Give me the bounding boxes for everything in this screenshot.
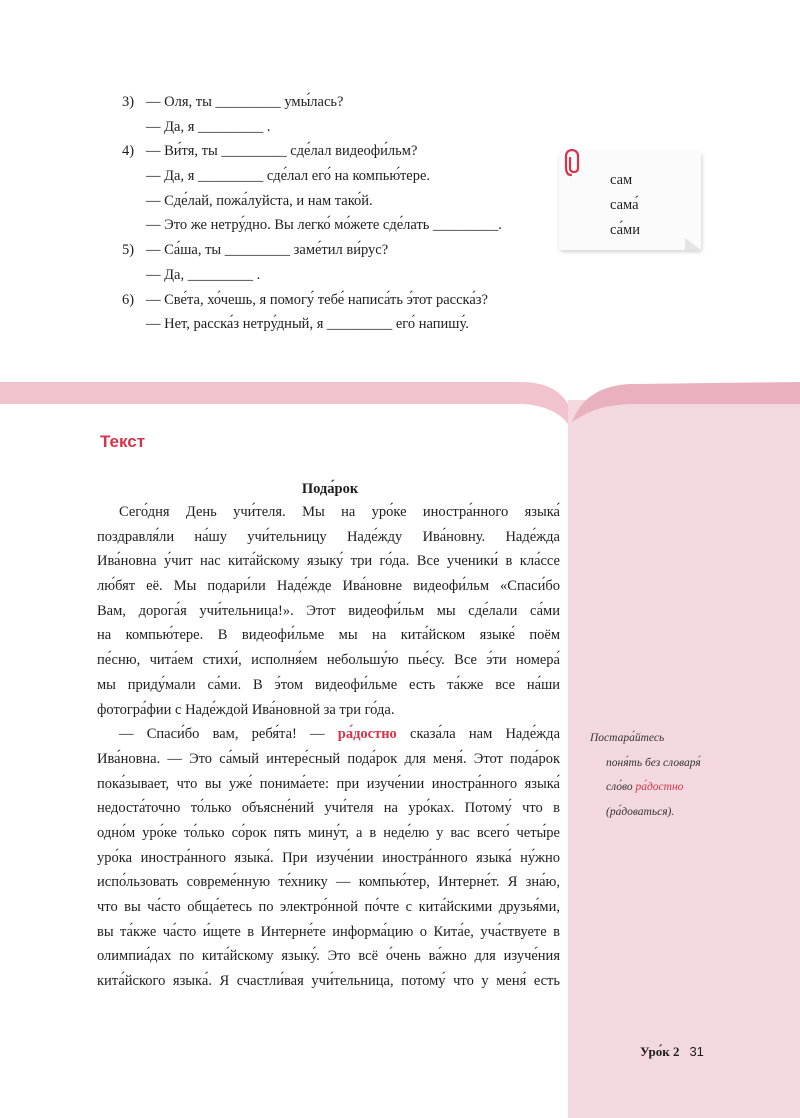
margin-note-text: сло́во (606, 781, 636, 793)
story-line (97, 870, 560, 895)
story-text-segment: — Спаси́бо вам, ребя́та! — (119, 726, 338, 743)
exercise-line (122, 164, 562, 189)
margin-note-line: поня́ть без словаря́ (606, 756, 701, 769)
note-word: сама́ (610, 197, 639, 213)
story-line (97, 846, 560, 871)
exercise-line (122, 213, 562, 238)
margin-note-line: (ра́доваться). (606, 805, 675, 818)
margin-note-line: Постара́йтесь (590, 732, 665, 744)
story-text-segment: Ива́новна. — Это са́мый интере́сный пода́рок для меня́. Этот пода́рок (97, 750, 560, 767)
story-text-segment: пока́зывает, что вы уже́ понима́ете: при изуче́нии иностра́нного языка́ (97, 775, 560, 792)
exercise-text: — Са́ша, ты _________ заме́тил ви́рус? (146, 242, 389, 259)
story-text-segment: Сего́дня День учи́теля. Мы на уро́ке иностра́нного языка́ (119, 504, 560, 520)
exercise-line (122, 90, 562, 115)
page-footer (640, 1044, 704, 1060)
exercise-text: — Оля, ты _________ умы́лась? (146, 94, 344, 110)
story-text-segment: испо́льзовать совреме́нную те́хнику — компью́тер, Интерне́т. Я зна́ю, (97, 874, 560, 891)
story-text-segment: Вам, дорога́я учи́тельница!». Этот видеофи́льм мы сде́лали са́ми (97, 602, 560, 619)
story-text-segment: вы та́кже ча́сто и́щете в Интерне́те информа́цию о Кита́е, уча́ствуете в (97, 923, 560, 940)
story-line (97, 648, 560, 673)
highlighted-word: ра́достно (337, 726, 397, 743)
story-line (97, 599, 560, 624)
story-line (97, 549, 560, 574)
story-text-segment: что вы ча́сто обща́етесь по электро́нной по́чте с кита́йскими друзья́ми, (97, 899, 560, 915)
story-line (97, 673, 560, 698)
story-text-segment: фотогра́фии с Наде́ждой Ива́новной за три го́да. (97, 701, 395, 718)
exercise-number: 4) (122, 143, 135, 160)
note-word: са́ми (610, 222, 640, 238)
exercise-line (122, 288, 562, 313)
exercise-text: — Све́та, хо́чешь, я помогу́ тебе́ написа́ть э́тот расска́з? (146, 291, 488, 308)
story-line (97, 525, 560, 550)
page-number: 31 (689, 1044, 704, 1059)
story-line (97, 821, 560, 846)
page-fold (685, 238, 701, 250)
margin-note (590, 726, 780, 824)
story-line (97, 796, 560, 821)
story-line (97, 772, 560, 797)
story-line (97, 722, 560, 747)
story-text-segment: одно́м уро́ке то́лько со́рок пять мину́т, а в неде́лю у вас всего́ четы́ре (97, 824, 560, 841)
exercise-number: 6) (122, 291, 135, 308)
exercise-line (122, 139, 562, 164)
exercise-line (122, 312, 562, 337)
story-text-segment: лю́бят её. Мы подари́ли Наде́жде Ива́новне видеофи́льм «Спаси́бо (97, 578, 560, 595)
note-word: сам (610, 172, 633, 188)
exercise-text: — Да, я _________ . (146, 118, 271, 135)
story-line (97, 747, 560, 772)
story-text-segment: недоста́точно то́лько объясне́ний учи́теля на уро́ках. Потому́ что в (97, 800, 560, 817)
story-line (97, 969, 560, 994)
story-text-segment: на компью́тере. В видеофи́льме мы на кита́йском языке́ поём (97, 627, 560, 644)
margin-note-keyword: ра́достно (635, 781, 684, 793)
story-line (97, 623, 560, 648)
exercise-block (122, 90, 562, 337)
exercise-text: — Да, _________ . (146, 266, 261, 283)
exercise-number: 5) (122, 242, 135, 259)
story-text-segment: уро́ка иностра́нного языка́. При изуче́нии иностра́нного языка́ ну́жно (97, 849, 560, 866)
lesson-label: Уро́к 2 (640, 1044, 680, 1059)
story-text-segment: олимпиа́дах по кита́йскому языку́. Это всё о́чень ва́жно для изуче́ния (97, 948, 560, 965)
story-text-segment: пе́сню, чита́ем стихи́, исполня́ем небольшу́ю пье́су. Все э́ти номера́ (97, 652, 560, 669)
story-line (97, 574, 560, 599)
note-words (610, 168, 640, 243)
exercise-text: — Сде́лай, пожа́луйста, и нам тако́й. (146, 192, 373, 209)
story-text-segment: Ива́новна у́чит нас кита́йскому языку́ три го́да. Все ученики́ в кла́ссе (97, 553, 560, 570)
exercise-line (122, 263, 562, 288)
decorative-band (0, 382, 800, 424)
paperclip-icon (564, 149, 586, 179)
story-line (97, 895, 560, 920)
exercise-text: — Да, я _________ сде́лал его́ на компью́тере. (146, 168, 431, 185)
story-line (97, 944, 560, 969)
margin-note-line (590, 775, 780, 800)
exercise-line (122, 189, 562, 214)
exercise-text: — Ви́тя, ты _________ сде́лал видеофи́льм? (146, 143, 418, 160)
story-text-segment: кита́йского языка́. Я счастли́вая учи́тельница, потому́ что у меня́ есть (97, 973, 560, 990)
exercise-text: — Это же нетру́дно. Вы легко́ мо́жете сде́лать _________. (146, 217, 502, 234)
story-line (97, 698, 560, 723)
exercise-number: 3) (122, 94, 135, 110)
story-title: Пода́рок (301, 481, 359, 497)
exercise-text: — Нет, расска́з нетру́дный, я _________ его́ напишу́. (146, 316, 469, 333)
story-text (97, 500, 560, 994)
section-title: Текст (100, 432, 146, 451)
exercise-line (122, 115, 562, 140)
story-line (97, 920, 560, 945)
story-line (97, 500, 560, 525)
story-text-segment: мы приду́мали са́ми. В э́том видеофи́льме есть та́кже все на́ши (97, 676, 560, 693)
exercise-line (122, 238, 562, 263)
story-text-segment: сказа́ла нам Наде́жда (396, 726, 560, 743)
story-text-segment: поздравля́ли на́шу учи́тельницу Наде́жду Ива́новну. Наде́жда (97, 528, 560, 545)
